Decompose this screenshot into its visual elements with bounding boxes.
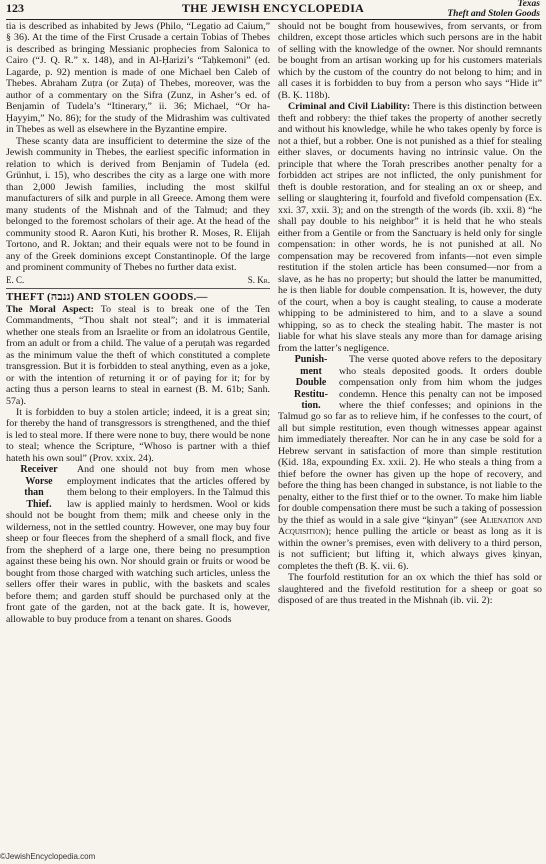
page-number: 123	[6, 1, 24, 15]
margin-note	[278, 354, 334, 411]
running-head-topic-end: Theft and Stolen Goods	[447, 8, 540, 19]
margin-note-line: tion.	[301, 399, 321, 411]
paragraph: tia is described as inhabited by Jews (Philo, “Legatio ad Caium,” § 36). At the time of the First Crusade a certain Tobias of Thebes is described as bringing Messianic prophecies from Salonica to Cairo (“J. Q. R.” x. 148), and in Al-Ḥarizi’s “Taḥkemoni” (ed. Lagarde, p. 92) mention is made of one Michael ben Caleb of Thebes. Abraham Zuṭra (or Zuṭa) of Thebes, moreover, was the author of a commentary on the Sifra (Zunz, in Asher’s ed. of Benjamin of Tudela’s “Itinerary,” ii. 36; Michael, “Or ha-Ḥayyim,” No. 86); for the study of the Midrashim was cultivated in Thebes as well as elsewhere in the Byzantine empire.	[6, 21, 270, 136]
right-column	[278, 21, 542, 607]
paragraph-with-margin-note	[278, 354, 542, 572]
section-heading: Criminal and Civil Liability:	[288, 101, 411, 113]
paragraph-with-margin-note	[6, 464, 270, 625]
paragraph: The fourfold restitution for an ox which the thief has sold or slaughtered and the fivefold restitution for a sheep or goat so disposed of are thus treated in the Mishnah (ib. vii. 2):	[278, 572, 542, 607]
running-head-topic-start: Texas	[517, 0, 540, 9]
header-rule	[6, 19, 540, 20]
article-divider	[6, 288, 270, 289]
paragraph-text: And one should not buy from men whose employment indicates that the articles offered by them belong to their employers. In the Talmud this law is applied mainly to herdsmen. Wool or kids should not be bought from them; milk and cheese only in the wilderness, not in the settled country. However, one may buy four sheep or four fleeces from the shepherd of a small flock, and five from the shepherd of a large one, there being no presumption against these being his own. Nor should grain or fruits or wood be bought from those charged with watching such articles, unless the sellers offer their wares in public, with the baskets and scales before them; and garden stuff should be purchased only at the front gate of the garden, not at the back gate. It is, however, allowable to buy produce from a tenant on shares. Goods	[6, 464, 270, 625]
paragraph: These scanty data are insufficient to determine the size of the Jewish community in Thebes, the earliest specific information in relation to which is derived from Benjamin of Tudela (ed. Grünhut, i. 15), who describes the city as a large one with more than 2,000 Jewish families, including the most skilful manufacturers of silk and purple in all Greece. Among them were many students of the Mishnah and of the Talmud; and they belonged to the foremost scholars of their age. At the head of the community stood R. Aaron Kuti, his brother R. Moses, R. Elijah Tortono, and R. Joktan; and their equals were not to be found in any of the Greek dominions except Constantinople. Of the large and prominent community of Thebes no further data exist.	[6, 135, 270, 274]
margin-note-line: Punish-	[294, 354, 328, 366]
footer-copyright: ©JewishEncyclopedia.com	[0, 852, 96, 861]
margin-note-line: ment	[300, 365, 322, 377]
paragraph-text: To steal is to break one of the Ten Commandments, “Thou shalt not steal”; and it is immaterial whether one steals from an Israelite or from an idolatrous Gentile, from an adult or from a child. The value of a peruṭah was regarded as the minimum value the theft of which constituted a complete transgression. But it is forbidden to steal anything, even as a joke, or with the intention of returning it or of paying for it; for by acting thus a person learns to steal in earnest (B. M. 61b; Sanh. 57a).	[6, 303, 270, 407]
signature-author: S. Kr.	[247, 274, 270, 285]
signature-bibliography: E. C.	[6, 274, 25, 285]
left-column	[6, 21, 270, 625]
article-signature	[6, 275, 270, 286]
margin-note-line: Restitu-	[294, 388, 328, 400]
paragraph-with-heading	[278, 101, 542, 354]
cross-reference-link[interactable]: Alienation and Acquisition	[278, 514, 542, 538]
running-head-right	[447, 0, 540, 19]
article-heading-paragraph	[6, 292, 270, 407]
margin-note	[6, 464, 62, 510]
page-header	[6, 0, 540, 18]
article-heading: THEFT (גנבה) AND STOLEN GOODS.—	[6, 291, 208, 304]
paragraph-text: The verse quoted above refers to the depositary who steals deposited goods. It orders double compensation only from him whom the judges condemn. Hence this penalty can not be imposed where the thief confesses; and opinions in the Talmud go so far as to relieve him, if he confesses to the court, of all but simple restitution, even though witnesses appear against him immediately thereafter. Nor can he in any case be sold for a Hebrew servant in satisfaction of more than simple restitution (Ḳid. 18a, expounding Ex. xxii. 2). He who steals a thing from a thief before the owner has given up the hope of recovery, and before the thing has been changed in substance, is not liable to the penalty, either to the first thief or to the owner. To make him liable for double compensation there must be such a taking of possession by the thief as would in a sale give “ḳinyan” (see	[278, 354, 542, 526]
paragraph-text: ); hence pulling the article or beast as long as it is within the owner’s premises, even with delivery to a third person, is not sufficient; but lifting it, which always gives ḳinyan, completes the theft (B. Ḳ. vii. 6).	[278, 526, 542, 572]
margin-note-line: Double	[295, 377, 327, 389]
section-heading: The Moral Aspect:	[6, 303, 94, 315]
margin-note-line: Receiver	[20, 464, 58, 476]
paragraph: It is forbidden to buy a stolen article; indeed, it is a great sin; for thereby the hand of transgressors is strengthened, and the thief is led to steal more. If there were none to buy, there would be none to steal; whence the Scripture, “Whoso is partner with a thief hateth his own soul” (Prov. xxix. 24).	[6, 406, 270, 464]
margin-note-line: Worse than	[24, 475, 53, 499]
running-title: THE JEWISH ENCYCLOPEDIA	[181, 1, 365, 15]
margin-note-line: Thief.	[26, 498, 52, 510]
paragraph-text: There is this distinction between theft and robbery: the thief takes the property of another secretly and without his knowledge, while he who takes openly by force is not a thief, but a robber. One is not punished as a thief for stealing either slaves, or documents having no intrinsic value. On the principle that where the Torah prescribes another penalty for a forbidden act stripes are not inflicted, the only punishment for theft is double restoration, and for stealing an ox or sheep, and selling or slaughtering it, fourfold and fivefold compensation (Ex. xxi. 37, xxii. 3); and on the strength of the words (ib. xxii. 8) “he shall pay double to his neighbor” it is held that he who steals either from a Gentile or from the Sanctuary is held only for single compensation: in other words, he is not punished at all. No compensation may be recovered from infants—not even simple restitution if the stolen article has been consumed—nor from a slave, as he has no property; but should the latter be manumitted, he is then liable for double compensation. It is, however, the duty of the court, when a boy is caught stealing, to cause a moderate whipping to be administered to him, and to a slave a sound whipping, so as to check the stealing habit. The master is not liable for what his slave steals any more than for damage arising from the latter’s negligence.	[278, 101, 542, 354]
paragraph: should not be bought from housewives, from servants, or from children, except those articles which such persons are in the habit of selling with the knowledge of the owner. Nor should remnants be bought from an artisan working up for his customers materials which by the custom of the country do not belong to him; and in all cases it is forbidden to buy from a person who says “Hide it” (B. Ḳ. 118b).	[278, 21, 542, 101]
